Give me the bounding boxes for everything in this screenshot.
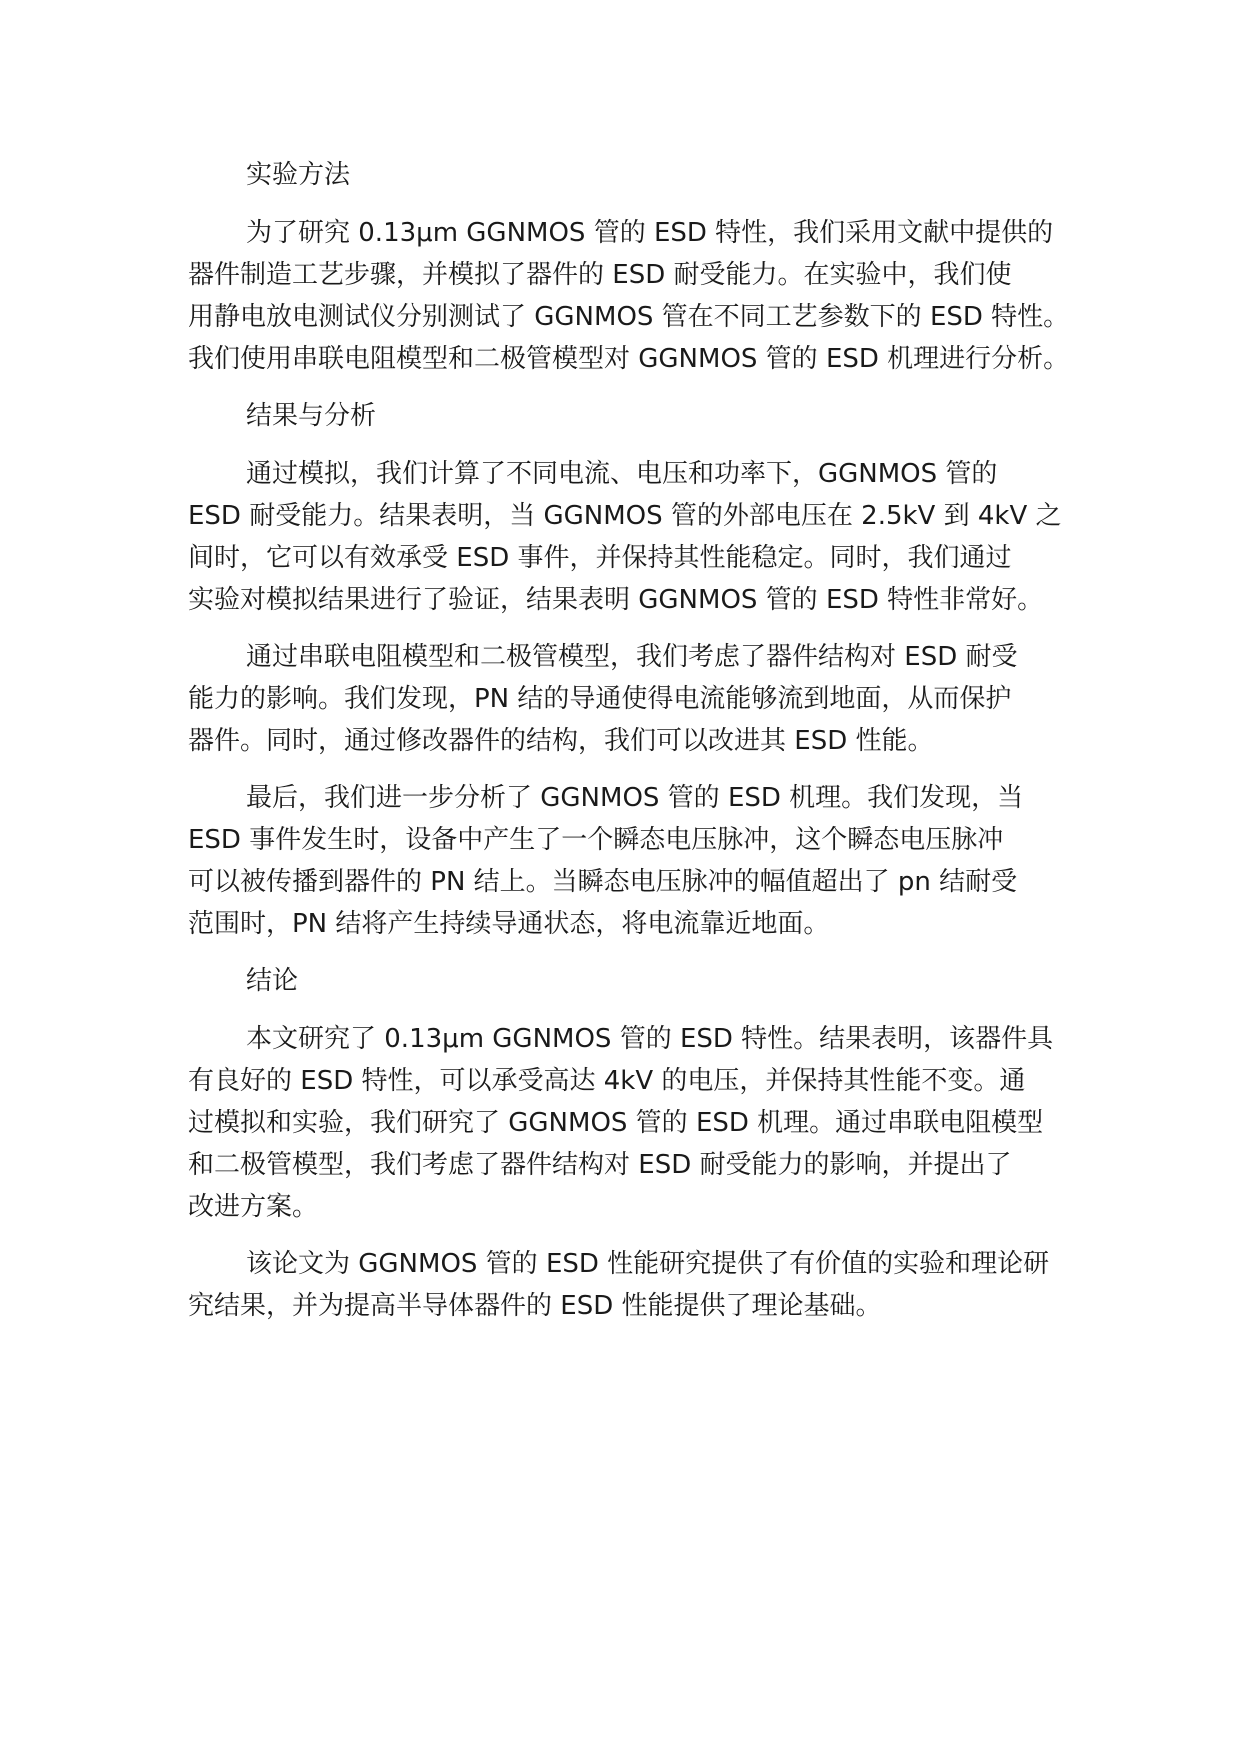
paragraph-line: ESD 事件发生时，设备中产生了一个瞬态电压脉冲，这个瞬态电压脉冲 xyxy=(188,825,1004,855)
heading-text: 结果与分析 xyxy=(246,401,377,431)
paragraph-line: ESD 耐受能力。结果表明，当 GGNMOS 管的外部电压在 2.5kV 到 4kV 之 xyxy=(188,501,1062,531)
section-heading-results xyxy=(188,393,1058,439)
paragraph-conclusion-1 xyxy=(188,1016,1058,1230)
paragraph-line: 能力的影响。我们发现，PN 结的导通使得电流能够流到地面，从而保护 xyxy=(188,684,1012,714)
paragraph-line: 器件制造工艺步骤，并模拟了器件的 ESD 耐受能力。在实验中，我们使 xyxy=(188,260,1012,290)
heading-text: 结论 xyxy=(246,966,299,996)
paragraph-line: 可以被传播到器件的 PN 结上。当瞬态电压脉冲的幅值超出了 pn 结耐受 xyxy=(188,867,1018,897)
paragraph-line: 改进方案。 xyxy=(188,1192,319,1222)
paragraph-results-2 xyxy=(188,634,1058,764)
paragraph-line: 有良好的 ESD 特性，可以承受高达 4kV 的电压，并保持其性能不变。通 xyxy=(188,1066,1026,1096)
paragraph-results-3 xyxy=(188,775,1058,947)
paragraph-line: 该论文为 GGNMOS 管的 ESD 性能研究提供了有价值的实验和理论研 xyxy=(246,1249,1050,1279)
paragraph-line: 间时，它可以有效承受 ESD 事件，并保持其性能稳定。同时，我们通过 xyxy=(188,543,1012,573)
paragraph-line: 最后，我们进一步分析了 GGNMOS 管的 ESD 机理。我们发现，当 xyxy=(246,783,1024,813)
paragraph-line: 究结果，并为提高半导体器件的 ESD 性能提供了理论基础。 xyxy=(188,1291,882,1321)
paragraph-line: 过模拟和实验，我们研究了 GGNMOS 管的 ESD 机理。通过串联电阻模型 xyxy=(188,1108,1044,1138)
paragraph-line: 用静电放电测试仪分别测试了 GGNMOS 管在不同工艺参数下的 ESD 特性。 xyxy=(188,302,1070,332)
paragraph-line: 本文研究了 0.13μm GGNMOS 管的 ESD 特性。结果表明，该器件具 xyxy=(246,1024,1054,1054)
paragraph-line: 我们使用串联电阻模型和二极管模型对 GGNMOS 管的 ESD 机理进行分析。 xyxy=(188,344,1070,374)
paragraph-line: 实验对模拟结果进行了验证，结果表明 GGNMOS 管的 ESD 特性非常好。 xyxy=(188,585,1044,615)
paragraph-conclusion-2 xyxy=(188,1241,1058,1329)
paragraph-line: 通过串联电阻模型和二极管模型，我们考虑了器件结构对 ESD 耐受 xyxy=(246,642,1018,672)
paragraph-line: 器件。同时，通过修改器件的结构，我们可以改进其 ESD 性能。 xyxy=(188,726,934,756)
paragraph-line: 通过模拟，我们计算了不同电流、电压和功率下，GGNMOS 管的 xyxy=(246,459,998,489)
paragraph-line: 和二极管模型，我们考虑了器件结构对 ESD 耐受能力的影响，并提出了 xyxy=(188,1150,1012,1180)
paragraph-line: 为了研究 0.13μm GGNMOS 管的 ESD 特性，我们采用文献中提供的 xyxy=(246,218,1054,248)
document-page xyxy=(188,152,1070,1329)
section-heading-methods xyxy=(188,152,1058,198)
paragraph-line: 范围时，PN 结将产生持续导通状态，将电流靠近地面。 xyxy=(188,909,830,939)
heading-text: 实验方法 xyxy=(246,160,351,190)
paragraph-results-1 xyxy=(188,451,1062,623)
section-heading-conclusion xyxy=(188,958,1058,1004)
paragraph-methods xyxy=(188,210,1070,382)
